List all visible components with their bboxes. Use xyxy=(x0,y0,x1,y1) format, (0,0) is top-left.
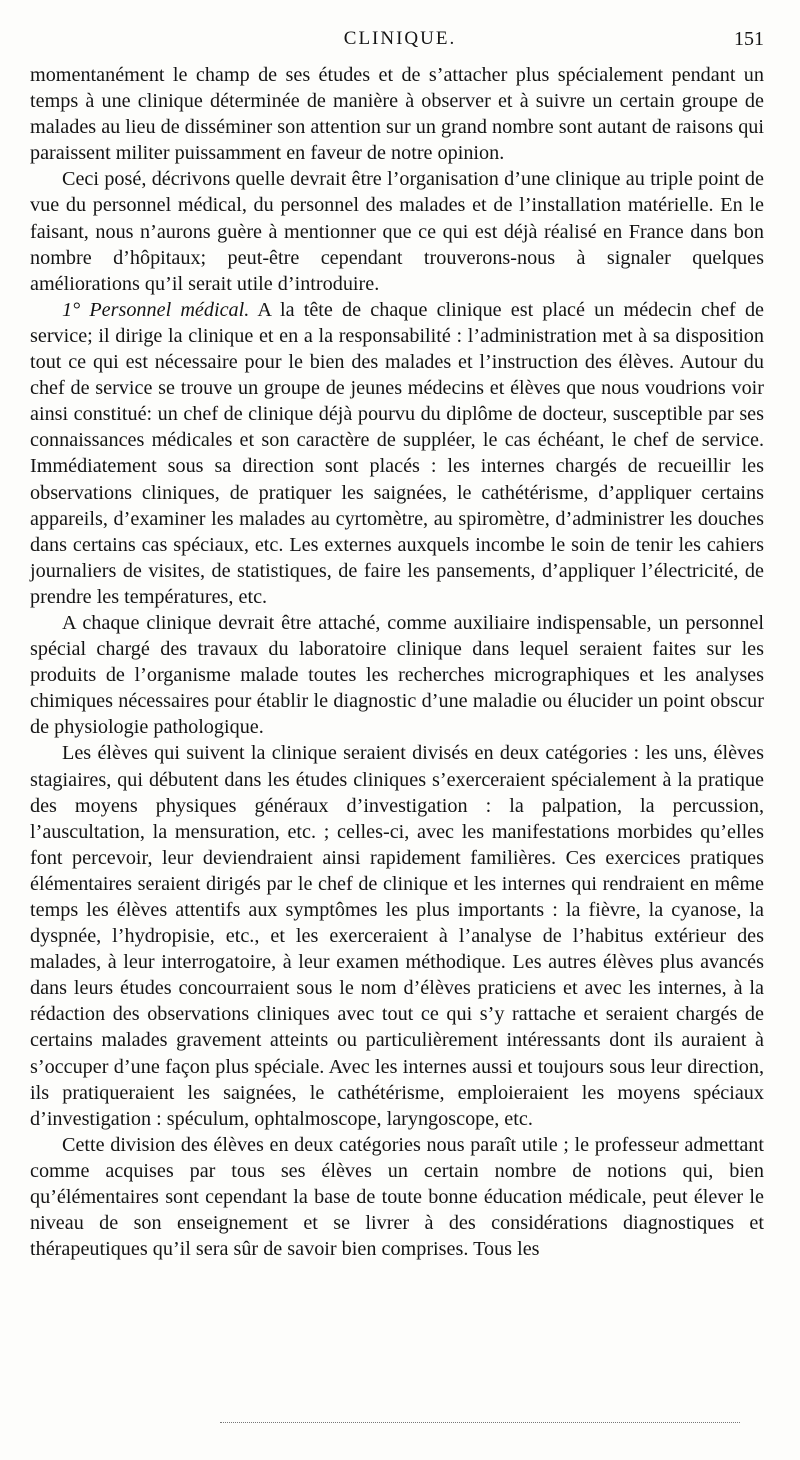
body-text xyxy=(30,62,764,1262)
paragraph-5: Les élèves qui suivent la clinique seraient divisés en deux catégories : les uns, élèves stagiaires, qui débutent dans les études cliniques s’exerceraient spécialement à la pratique des moyens physiques généraux d’investigation : la palpation, la percussion, l’auscultation, la mensuration, etc. ; celles-ci, avec les manifestations morbides qu’elles font percevoir, leur deviendraient ainsi rapidement familières. Ces exercices pratiques élémentaires seraient dirigés par le chef de clinique et les internes qui rendraient en même temps les élèves attentifs aux symptômes les plus importants : la fièvre, la cyanose, la dyspnée, l’hydropisie, etc., et les exerceraient à l’analyse de l’habitus extérieur des malades, à leur interrogatoire, à leur examen méthodique. Les autres élèves plus avancés dans leurs études concourraient sous le nom d’élèves praticiens et avec les internes, à la rédaction des observations cliniques avec tout ce qui s’y rattache et seraient chargés de certains malades gravement atteints ou particulièrement intéressants dont ils auraient à s’occuper d’une façon plus spéciale. Avec les internes aussi et toujours sous leur direction, ils pratiqueraient les saignées, le cathétérisme, emploieraient les moyens spéciaux d’investigation : spéculum, ophtalmoscope, laryngoscope, etc. xyxy=(30,742,764,1130)
page-header xyxy=(0,28,800,58)
paragraph-3 xyxy=(30,297,764,610)
paragraph-2: Ceci posé, décrivons quelle devrait être l’organisation d’une clinique au triple point de vue du personnel médical, du personnel des malades et de l’installation matérielle. En le faisant, nous n’aurons guère à mentionner que ce qui est déjà réalisé en France dans bon nombre d’hôpitaux; peut-être cependant trouverons-nous à signaler quelques améliorations qu’il serait utile d’introduire. xyxy=(30,168,764,295)
paragraph-1: momentanément le champ de ses études et de s’attacher plus spécialement pendant un temps à une clinique déterminée de manière à observer et à suivre un certain groupe de malades au lieu de disséminer son attention sur un grand nombre sont autant de raisons qui paraissent militer puissamment en faveur de notre opinion. xyxy=(30,64,764,165)
section-heading-personnel-medical: 1° Personnel médical. xyxy=(62,298,250,321)
paragraph-6: Cette division des élèves en deux catégories nous paraît utile ; le professeur admettant comme acquises par tous ses élèves un certain nombre de notions qui, bien qu’élémentaires sont cependant la base de toute bonne éducation médicale, peut élever le niveau de son enseignement et se livrer à des considérations diagnostiques et thérapeutiques qu’il sera sûr de savoir bien comprises. Tous les xyxy=(30,1133,764,1261)
paragraph-4: A chaque clinique devrait être attaché, comme auxiliaire indispensable, un personnel spécial chargé des travaux du laboratoire clinique dans lequel seraient faites sur les produits de l’organisme malade toutes les recherches micrographiques et les analyses chimiques nécessaires pour établir le diagnostic d’une maladie ou élucider un point obscur de physiologie pathologique. xyxy=(30,611,764,739)
running-title: CLINIQUE. xyxy=(343,28,457,49)
paragraph-3-text: A la tête de chaque clinique est placé un médecin chef de service; il dirige la clinique et en a la responsabilité : l’administration met à sa disposition tout ce qui est nécessaire pour le bien des malades et l’instruction des élèves. Autour du chef de service se trouve un groupe de jeunes médecins et élèves que nous voudrions voir ainsi constitué: un chef de clinique déjà pourvu du diplôme de docteur, susceptible par ses connaissances médicales et son caractère de suppléer, le cas échéant, le chef de service. Immédiatement sous sa direction sont placés : les internes chargés de recueillir les observations cliniques, de pratiquer les saignées, le cathétérisme, d’appliquer certains appareils, d’examiner les malades au cyrtomètre, au spiromètre, d’administrer les douches dans certains cas spéciaux, etc. Les externes auxquels incombe le soin de tenir les cahiers journaliers de visites, de statistiques, de faire les pansements, d’appliquer l’électricité, de prendre les températures, etc. xyxy=(30,298,764,608)
footer-dotted-rule xyxy=(220,1422,740,1423)
page-number: 151 xyxy=(734,28,764,50)
